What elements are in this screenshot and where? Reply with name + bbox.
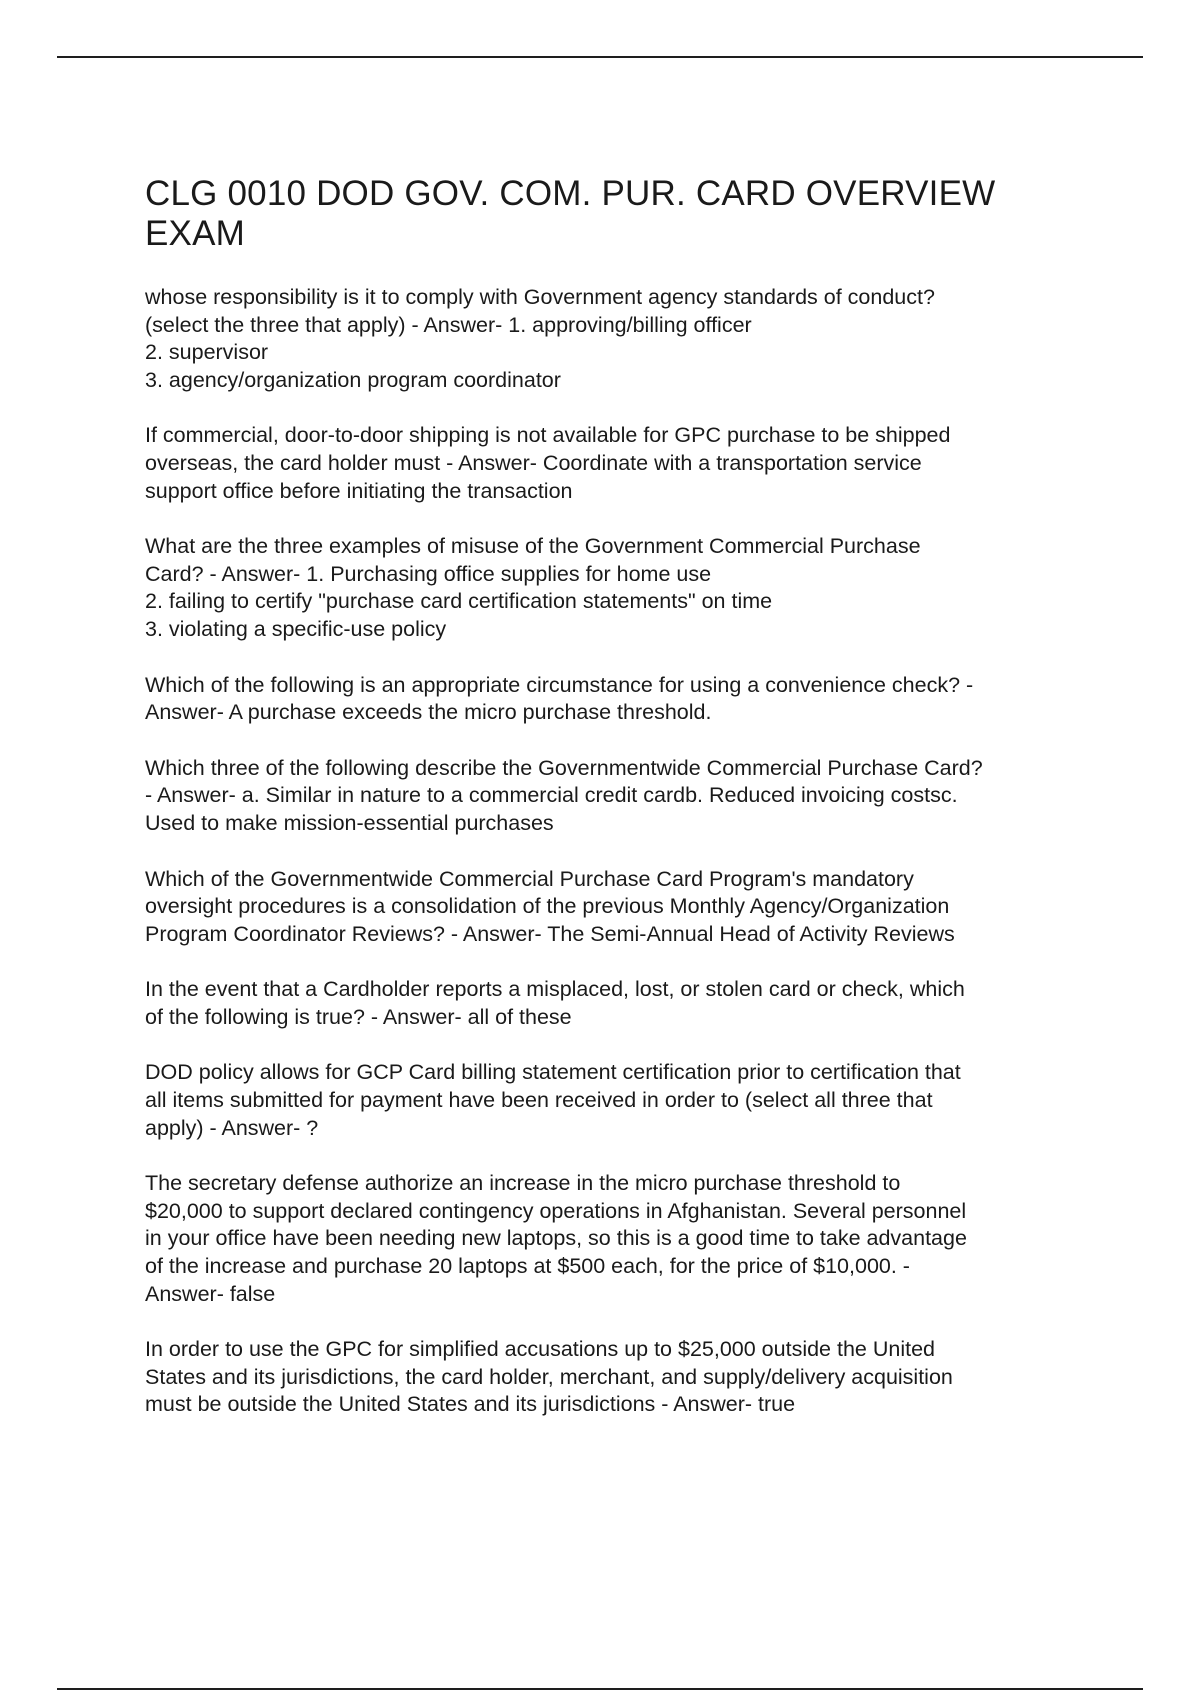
qa-entry: whose responsibility is it to comply with Government agency standards of conduct? (select the three that apply) - Answer- 1. approving/billing officer 2. supervisor 3. agency/organization program coordinator <box>145 285 935 392</box>
qa-entry: DOD policy allows for GCP Card billing statement certification prior to certification that all items submitted for payment have been received in order to (select all three that apply) - Answer- ? <box>145 1060 961 1140</box>
bottom-divider <box>57 1688 1143 1690</box>
qa-entry: Which three of the following describe the Governmentwide Commercial Purchase Card? - Answer- a. Similar in nature to a commercial credit cardb. Reduced invoicing costsc. Used to make mission-essential purchases <box>145 755 983 835</box>
qa-entry: In the event that a Cardholder reports a misplaced, lost, or stolen card or check, which of the following is true? - Answer- all of these <box>145 977 965 1029</box>
qa-entry: What are the three examples of misuse of the Government Commercial Purchase Card? - Answer- 1. Purchasing office supplies for home use 2. failing to certify "purchase card certification statements" on time 3. violating a specific-use policy <box>145 534 921 641</box>
qa-list <box>145 284 1105 1419</box>
qa-entry: Which of the Governmentwide Commercial Purchase Card Program's mandatory oversight procedures is a consolidation of the previous Monthly Agency/Organization Program Coordinator Reviews? - Answer- The Semi-Annual Head of Activity Reviews <box>145 866 955 946</box>
top-divider <box>57 56 1143 58</box>
qa-entry: Which of the following is an appropriate circumstance for using a convenience check? - Answer- A purchase exceeds the micro purchase threshold. <box>145 672 974 725</box>
page-title: CLG 0010 DOD GOV. COM. PUR. CARD OVERVIEW EXAM <box>145 174 996 253</box>
qa-entry: The secretary defense authorize an increase in the micro purchase threshold to $20,000 to support declared contingency operations in Afghanistan. Several personnel in your office have been needing new laptops, so this is a good time to take advantage of the increase and purchase 20 laptops at $500 each, for the price of $10,000. - Answer- false <box>145 1171 967 1306</box>
qa-entry: If commercial, door-to-door shipping is not available for GPC purchase to be shipped overseas, the card holder must - Answer- Coordinate with a transportation service support office before initiating the transaction <box>145 423 951 503</box>
qa-entry: In order to use the GPC for simplified accusations up to $25,000 outside the United States and its jurisdictions, the card holder, merchant, and supply/delivery acquisition must be outside the United States and its jurisdictions - Answer- true <box>145 1337 953 1417</box>
document-body <box>145 174 1105 1447</box>
